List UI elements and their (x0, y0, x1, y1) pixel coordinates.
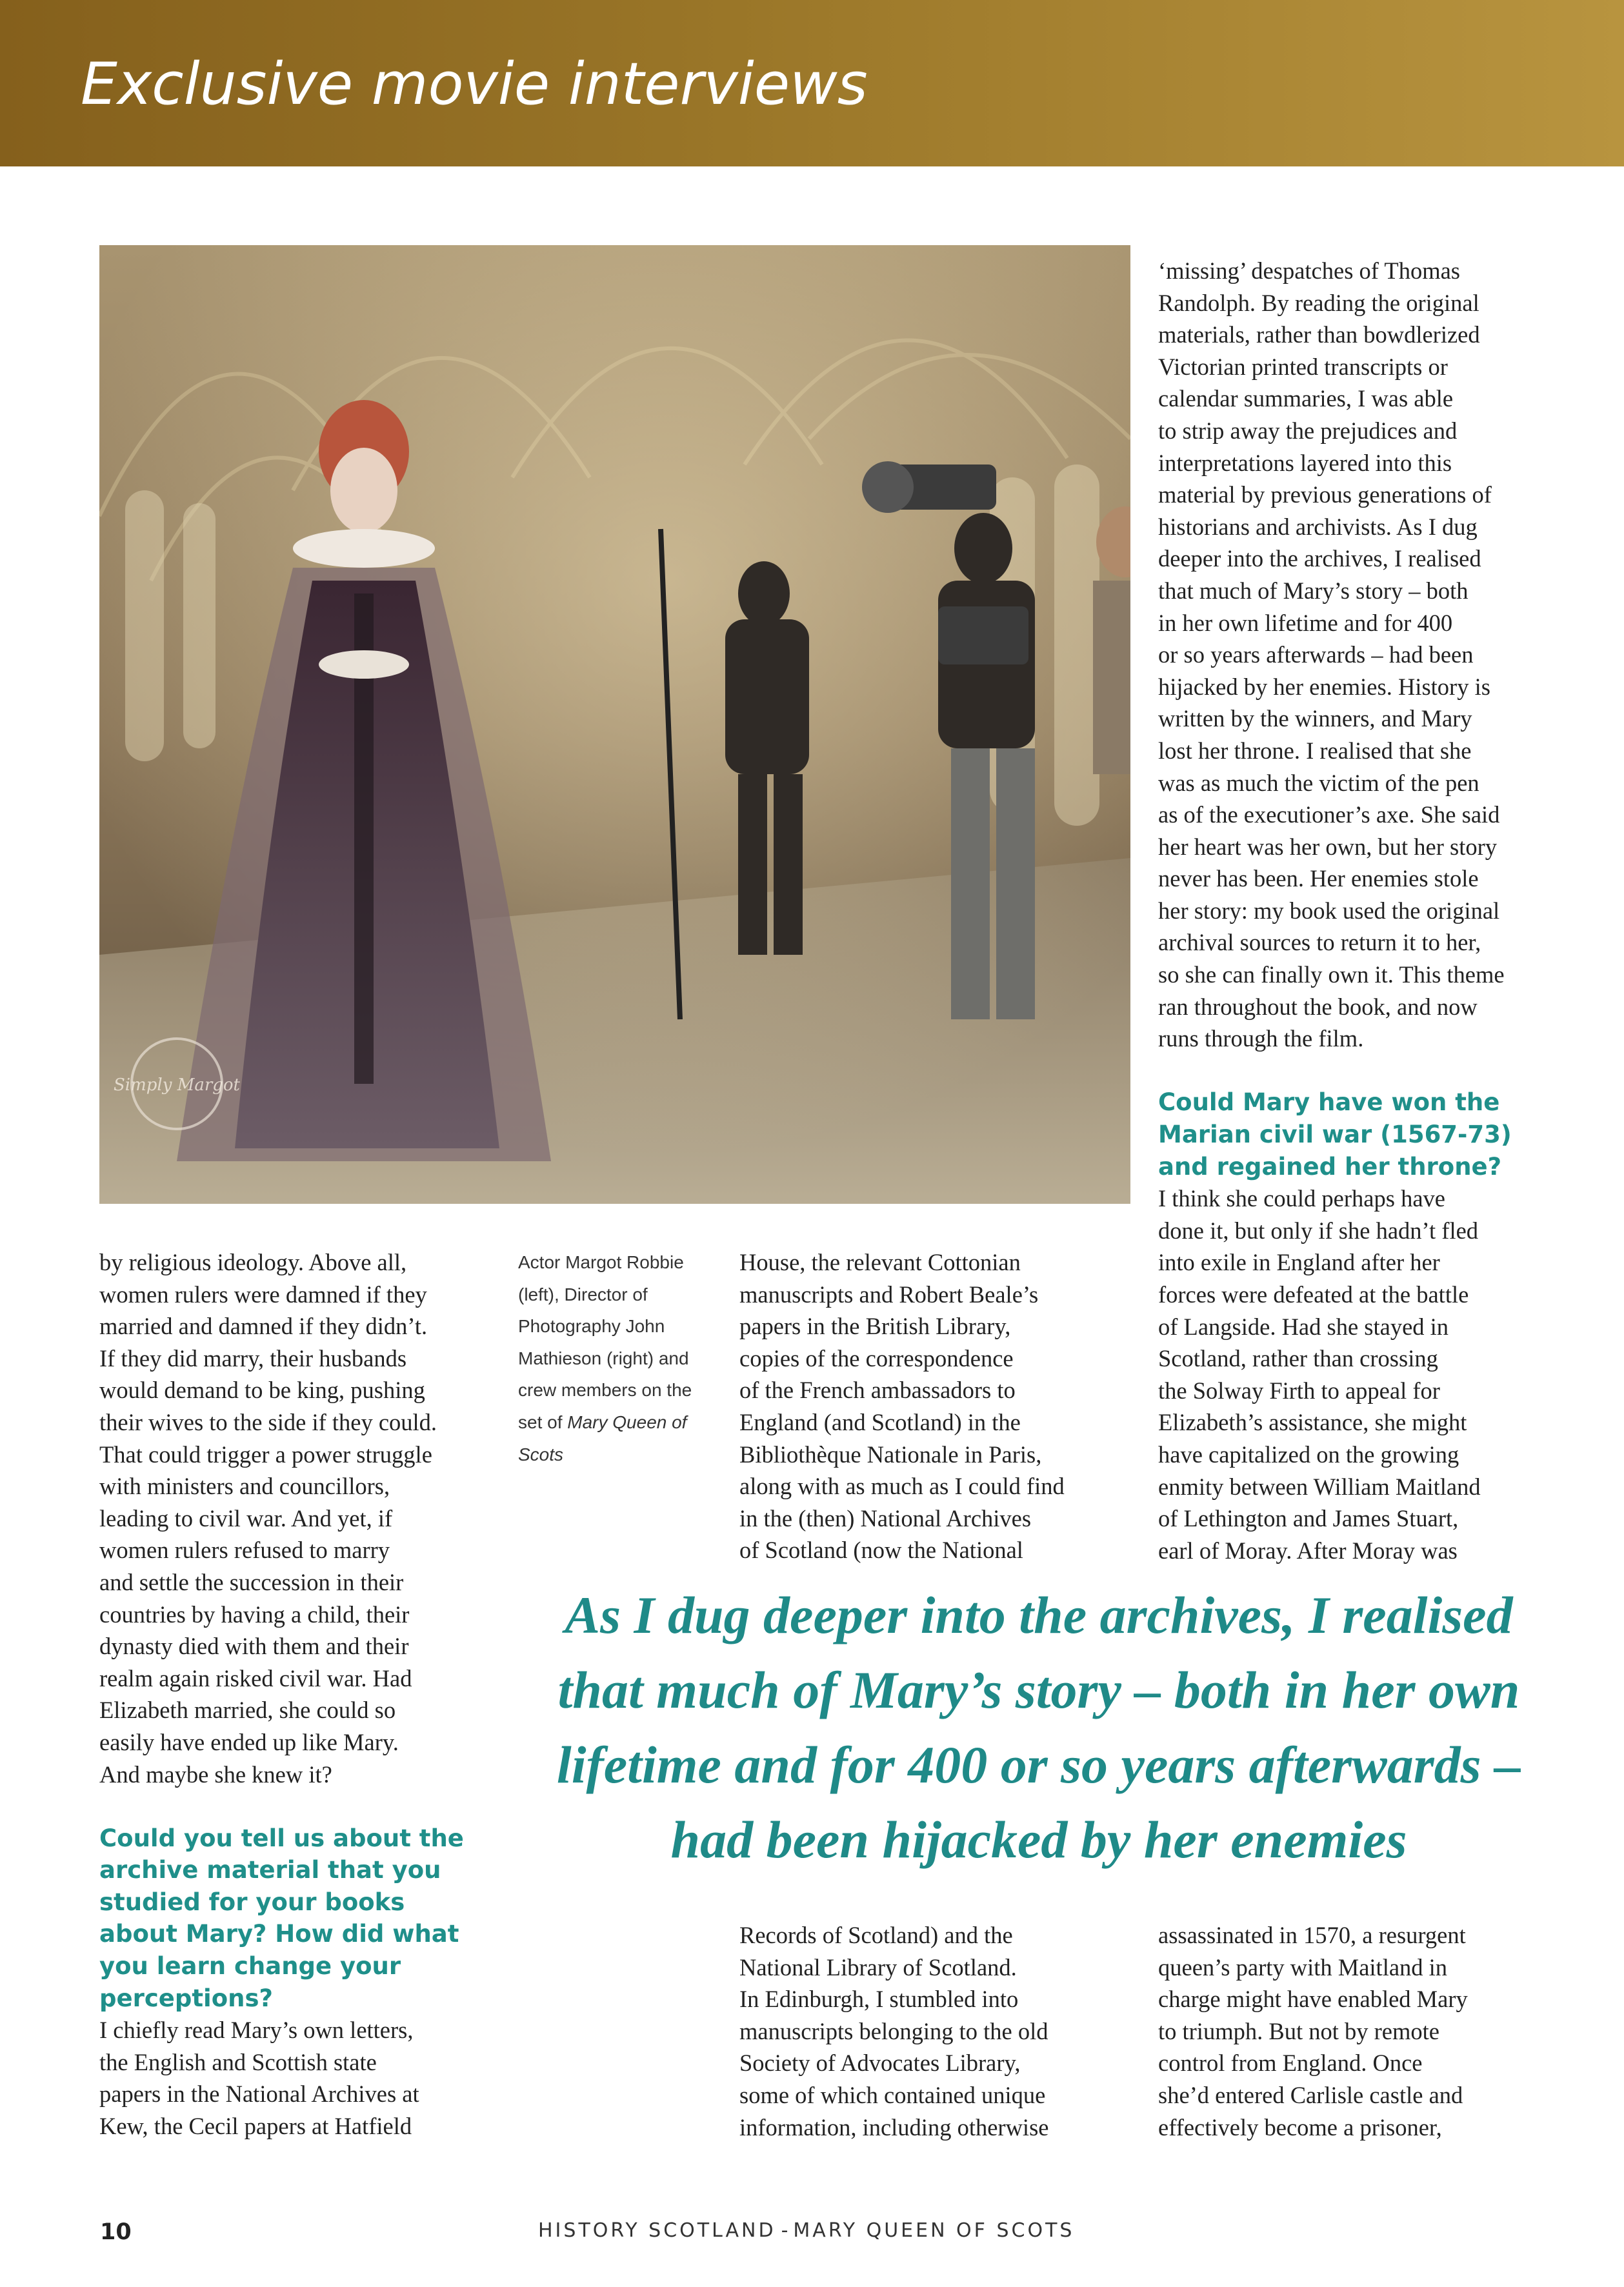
text-line: historians and archivists. As I dug (1158, 513, 1478, 540)
text-line: earl of Moray. After Moray was (1158, 1537, 1458, 1564)
text-line: papers in the British Library, (739, 1313, 1011, 1340)
caption-film-title: Mary Queen of Scots (518, 1412, 687, 1464)
text-line: forces were defeated at the battle (1158, 1281, 1469, 1308)
text-line: have capitalized on the growing (1158, 1441, 1459, 1468)
text-line: archival sources to return it to her, (1158, 929, 1481, 956)
heading-line: perceptions? (99, 1984, 273, 2012)
col4-question-heading (1158, 1086, 1571, 1183)
text-line: assassinated in 1570, a resurgent (1158, 1922, 1466, 1948)
text-line: material by previous generations of (1158, 481, 1492, 508)
text-line: their wives to the side if they could. (99, 1408, 437, 1435)
text-line: manuscripts belonging to the old (739, 2017, 1048, 2044)
col3-paragraph-bottom (739, 1919, 1127, 2143)
text-line: ran throughout the book, and now (1158, 993, 1478, 1020)
heading-line: Marian civil war (1567-73) (1158, 1121, 1512, 1149)
text-line: control from England. Once (1158, 2050, 1423, 2077)
text-line: and settle the succession in their (99, 1568, 404, 1595)
text-line: to strip away the prejudices and (1158, 417, 1458, 444)
text-line: That could trigger a power struggle (99, 1441, 432, 1468)
text-line: England (and Scotland) in the (739, 1408, 1021, 1435)
text-line: copies of the correspondence (739, 1344, 1014, 1372)
text-line: dynasty died with them and their (99, 1633, 409, 1660)
col1-question-heading (99, 1823, 480, 2015)
text-line: In Edinburgh, I stumbled into (739, 1986, 1019, 2013)
caption-text: Actor Margot Robbie (left), Director of Photography John Mathieson (right) and crew members on the set of (518, 1252, 692, 1432)
text-line: runs through the film. (1158, 1025, 1364, 1052)
text-line: she’d entered Carlisle castle and (1158, 2081, 1463, 2108)
text-line: interpretations layered into this (1158, 449, 1452, 476)
text-line: women rulers were damned if they (99, 1281, 427, 1308)
text-line: Scotland, rather than crossing (1158, 1345, 1438, 1372)
text-line: leading to civil war. And yet, if (99, 1504, 393, 1532)
col4-paragraph-answer (1158, 1183, 1571, 1566)
text-line: Kew, the Cecil papers at Hatfield (99, 2113, 412, 2140)
column-3-top (739, 1246, 1127, 1566)
footer-magazine-name: HISTORY SCOTLAND (538, 2219, 776, 2242)
text-line: Bibliothèque Nationale in Paris, (739, 1441, 1042, 1468)
text-line: in the (then) National Archives (739, 1504, 1032, 1532)
column-4-top (1158, 255, 1571, 1566)
text-line: Randolph. By reading the original (1158, 289, 1479, 316)
text-line: as of the executioner’s axe. She said (1158, 801, 1500, 828)
text-line: effectively become a prisoner, (1158, 2113, 1442, 2141)
column-1 (99, 1246, 480, 2142)
text-line: by religious ideology. Above all, (99, 1249, 407, 1275)
col1-paragraph-top (99, 1246, 480, 1790)
heading-line: archive material that you (99, 1856, 441, 1884)
text-line: that much of Mary’s story – both (1158, 577, 1469, 604)
text-line: enmity between William Maitland (1158, 1473, 1481, 1500)
page-number: 10 (100, 2219, 132, 2245)
text-line: I think she could perhaps have (1158, 1185, 1445, 1212)
text-line: with ministers and councillors, (99, 1473, 390, 1500)
col3-paragraph-top (739, 1246, 1127, 1566)
heading-line: Could Mary have won the (1158, 1088, 1500, 1117)
heading-line: Could you tell us about the (99, 1824, 464, 1852)
text-line: Victorian printed transcripts or (1158, 353, 1448, 380)
text-line: calendar summaries, I was able (1158, 385, 1454, 412)
footer-section-name: MARY QUEEN OF SCOTS (793, 2219, 1075, 2242)
text-line: I chiefly read Mary’s own letters, (99, 2017, 414, 2044)
column-4-bottom (1158, 1919, 1571, 2143)
text-line: information, including otherwise (739, 2113, 1049, 2141)
heading-line: studied for your books (99, 1888, 405, 1916)
text-line: And maybe she knew it? (99, 1761, 332, 1788)
text-line: along with as much as I could find (739, 1473, 1065, 1500)
text-line: in her own lifetime and for 400 (1158, 609, 1453, 636)
pull-quote-line: As I dug deeper into the archives, I realised (565, 1586, 1513, 1644)
text-line: the English and Scottish state (99, 2048, 377, 2075)
text-line: the Solway Firth to appeal for (1158, 1377, 1440, 1404)
text-line: to triumph. But not by remote (1158, 2017, 1439, 2044)
header-banner (0, 0, 1624, 166)
col4-paragraph-bottom (1158, 1919, 1571, 2143)
text-line: Elizabeth’s assistance, she might (1158, 1409, 1467, 1436)
text-line: realm again risked civil war. Had (99, 1664, 412, 1692)
text-line: manuscripts and Robert Beale’s (739, 1281, 1039, 1308)
text-line: of Lethington and James Stuart, (1158, 1505, 1459, 1532)
text-line: Society of Advocates Library, (739, 2050, 1021, 2077)
text-line: so she can finally own it. This theme (1158, 961, 1505, 988)
heading-line: about Mary? How did what (99, 1920, 459, 1948)
text-line: deeper into the archives, I realised (1158, 545, 1481, 572)
text-line: never has been. Her enemies stole (1158, 865, 1479, 892)
column-3-bottom (739, 1919, 1127, 2143)
text-line: some of which contained unique (739, 2081, 1046, 2108)
photo-illustration (99, 245, 1130, 1204)
text-line: If they did marry, their husbands (99, 1344, 407, 1372)
section-title: Exclusive movie interviews (81, 50, 868, 118)
pull-quote-line: lifetime and for 400 or so years afterwards – (556, 1735, 1521, 1794)
pull-quote (510, 1578, 1568, 1877)
text-line: countries by having a child, their (99, 1601, 410, 1628)
footer-running-title (538, 2219, 1074, 2242)
text-line: National Library of Scotland. (739, 1953, 1017, 1981)
text-line: women rulers refused to marry (99, 1537, 390, 1564)
text-line: materials, rather than bowdlerized (1158, 321, 1480, 348)
col1-paragraph-bottom (99, 2014, 480, 2142)
photo-caption (518, 1246, 705, 1470)
text-line: married and damned if they didn’t. (99, 1313, 428, 1340)
text-line: of the French ambassadors to (739, 1377, 1016, 1404)
text-line: of Scotland (now the National (739, 1537, 1023, 1564)
text-line: queen’s party with Maitland in (1158, 1953, 1448, 1981)
text-line: her story: my book used the original (1158, 897, 1500, 924)
text-line: of Langside. Had she stayed in (1158, 1313, 1449, 1340)
col4-paragraph-top (1158, 255, 1571, 1055)
text-line: her heart was her own, but her story (1158, 833, 1498, 860)
heading-line: and regained her throne? (1158, 1152, 1502, 1181)
pull-quote-line: that much of Mary’s story – both in her own (557, 1661, 1520, 1719)
text-line: was as much the victim of the pen (1158, 769, 1479, 796)
text-line: hijacked by her enemies. History is (1158, 673, 1490, 700)
text-line: Records of Scotland) and the (739, 1922, 1013, 1948)
text-line: into exile in England after her (1158, 1249, 1440, 1276)
pull-quote-line: had been hijacked by her enemies (670, 1810, 1407, 1869)
film-set-photo (99, 245, 1130, 1204)
text-line: papers in the National Archives at (99, 2081, 419, 2108)
text-line: Elizabeth married, she could so (99, 1697, 396, 1724)
text-line: House, the relevant Cottonian (739, 1249, 1021, 1275)
text-line: written by the winners, and Mary (1158, 705, 1472, 732)
text-line: or so years afterwards – had been (1158, 641, 1474, 668)
text-line: lost her throne. I realised that she (1158, 737, 1472, 764)
text-line: would demand to be king, pushing (99, 1377, 425, 1404)
text-line: charge might have enabled Mary (1158, 1986, 1468, 2013)
watermark-text: Simply Margot (114, 1075, 240, 1095)
text-line: done it, but only if she hadn’t fled (1158, 1217, 1479, 1244)
text-line: ‘missing’ despatches of Thomas (1158, 257, 1460, 284)
footer-separator: - (781, 2219, 788, 2242)
text-line: easily have ended up like Mary. (99, 1728, 399, 1755)
heading-line: you learn change your (99, 1952, 401, 1981)
